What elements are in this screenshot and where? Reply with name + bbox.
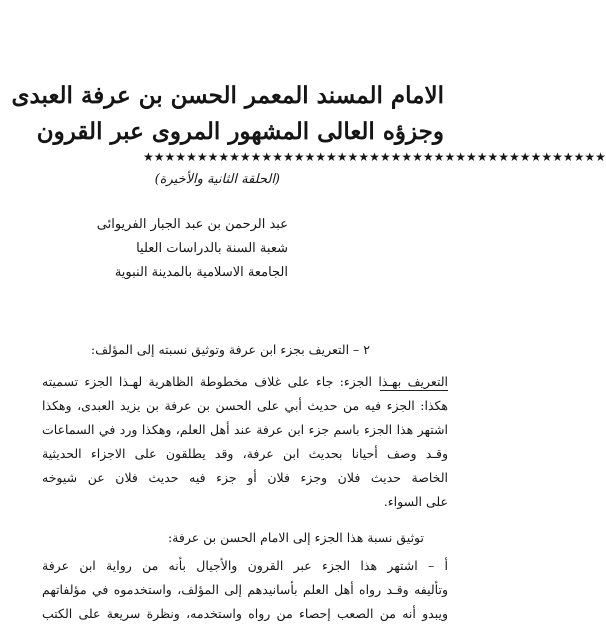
star-icon: ★ bbox=[530, 150, 542, 164]
author-department: شعبة السنة بالدراسات العليا bbox=[136, 241, 288, 256]
author-university: الجامعة الاسلامية بالمدينة النبوية bbox=[114, 265, 288, 280]
star-icon: ★ bbox=[509, 150, 520, 164]
star-icon: ★ bbox=[595, 150, 606, 164]
star-icon: ★ bbox=[476, 150, 488, 164]
star-icon: ★ bbox=[261, 150, 273, 164]
star-icon: ★ bbox=[584, 150, 596, 164]
section-heading: ٢ – التعريف بجزء ابن عرفة وتوثيق نسبته إلى المؤلف: bbox=[90, 342, 370, 357]
star-icon: ★ bbox=[326, 150, 337, 164]
star-icon: ★ bbox=[315, 150, 327, 164]
article-title-line-1: الامام المسند المعمر الحسن بن عرفة العبدى bbox=[11, 82, 444, 109]
star-icon: ★ bbox=[304, 150, 316, 164]
star-icon: ★ bbox=[369, 150, 380, 164]
paragraph-line: الخاصة حديث فلان وجزء فلان أو جزء فيه حديث فلان عن شيوخه bbox=[42, 470, 448, 485]
star-icon: ★ bbox=[390, 150, 402, 164]
article-title-line-2: وجزؤه العالى المشهور المروى عبر القرون bbox=[36, 118, 444, 145]
paragraph-line: على السواء. bbox=[383, 494, 448, 509]
star-icon: ★ bbox=[541, 150, 553, 164]
star-icon: ★ bbox=[379, 150, 391, 164]
paragraph-line: اشتهر هذا الجزء باسم جزء ابن عرفة عند أهل العلم، وهكذا ورد في السماعات bbox=[42, 422, 448, 437]
paragraph-line: ويبدو أنه من الصعب إحصاء من رواه واستخدمه، ونظرة سريعة على الكتب bbox=[42, 606, 448, 621]
star-icon: ★ bbox=[487, 150, 499, 164]
star-icon: ★ bbox=[562, 150, 574, 164]
star-icon: ★ bbox=[272, 150, 283, 164]
paragraph-line: أ – اشتهر هذا الجزء عبر القرون والأجيال بأنه من رواية ابن عرفة bbox=[42, 558, 448, 573]
star-icon: ★ bbox=[293, 150, 305, 164]
star-icon: ★ bbox=[282, 150, 294, 164]
star-icon: ★ bbox=[347, 150, 359, 164]
subheading: توثيق نسبة هذا الجزء إلى الامام الحسن بن عرفة: bbox=[167, 530, 424, 545]
star-icon: ★ bbox=[519, 150, 531, 164]
star-divider bbox=[143, 150, 606, 164]
star-icon: ★ bbox=[552, 150, 563, 164]
star-icon: ★ bbox=[239, 150, 251, 164]
star-icon: ★ bbox=[412, 150, 423, 164]
author-name: عبد الرحمن بن عبد الجبار الفريوائى bbox=[96, 217, 288, 232]
star-icon: ★ bbox=[186, 150, 197, 164]
installment-subtitle: (الحلقة الثانية والأخيرة) bbox=[154, 172, 280, 187]
star-icon: ★ bbox=[250, 150, 262, 164]
star-icon: ★ bbox=[218, 150, 230, 164]
star-icon: ★ bbox=[401, 150, 413, 164]
star-icon: ★ bbox=[465, 150, 477, 164]
star-icon: ★ bbox=[498, 150, 510, 164]
paragraph-line: هكذا: الجزء فيه من حديث أبي على الحسن بن عرفة بن يزيد العبدى، وهكذا bbox=[42, 398, 448, 413]
star-icon: ★ bbox=[455, 150, 466, 164]
star-icon: ★ bbox=[336, 150, 348, 164]
star-icon: ★ bbox=[229, 150, 240, 164]
star-icon: ★ bbox=[164, 150, 176, 164]
star-icon: ★ bbox=[153, 150, 165, 164]
star-icon: ★ bbox=[143, 150, 154, 164]
star-icon: ★ bbox=[573, 150, 585, 164]
star-icon: ★ bbox=[422, 150, 434, 164]
star-icon: ★ bbox=[175, 150, 187, 164]
star-icon: ★ bbox=[433, 150, 445, 164]
star-icon: ★ bbox=[207, 150, 219, 164]
paragraph-line: التعريف بهـذا الجزء: جاء على غلاف مخطوطة الظاهرية لهـذا الجزء تسميته bbox=[42, 374, 448, 389]
paragraph-line: وتأليفه وقـد رواه أهل العلم بأسانيدهم إلى المؤلف، واستخدموه في مؤلفاتهم bbox=[42, 582, 448, 597]
star-icon: ★ bbox=[196, 150, 208, 164]
star-icon: ★ bbox=[358, 150, 370, 164]
paragraph-line: وقـد وصف أحيانا بحديث ابن عرفة، وقد يطلقون على الاجزاء الحديثية bbox=[42, 446, 448, 461]
star-icon: ★ bbox=[444, 150, 456, 164]
